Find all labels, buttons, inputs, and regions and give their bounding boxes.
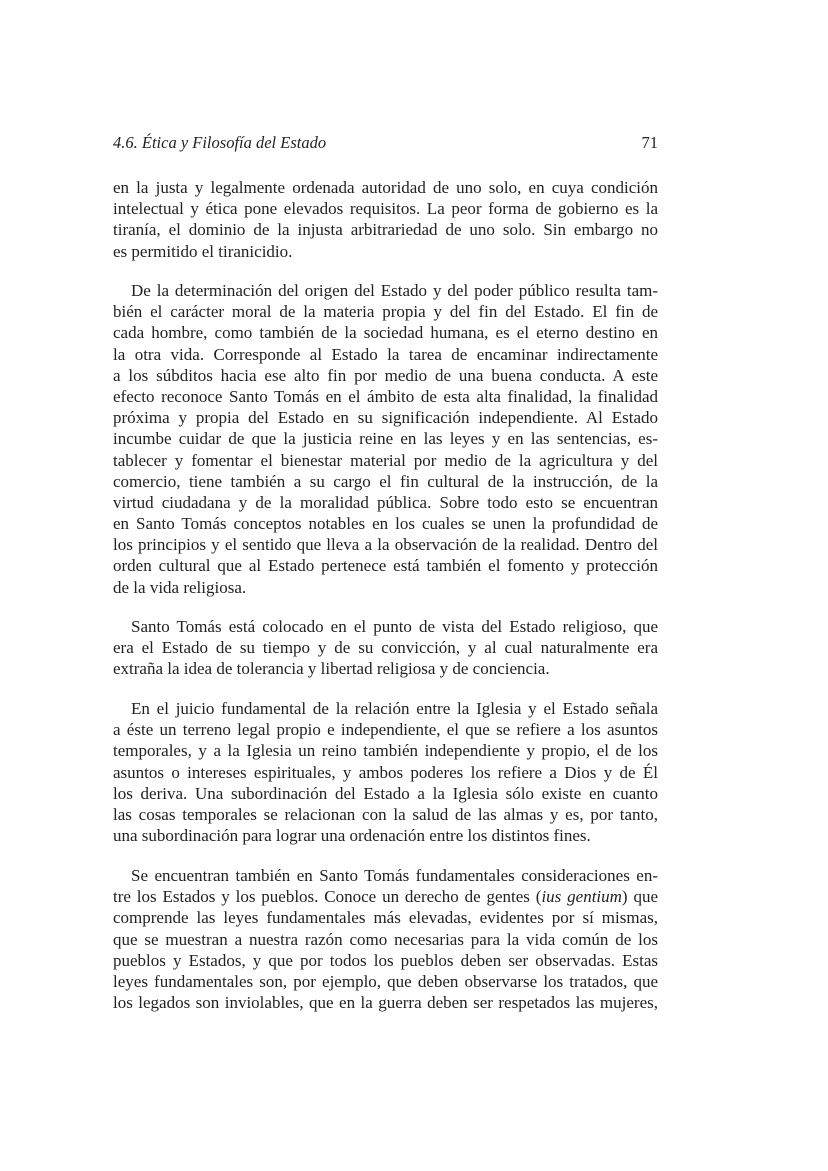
paragraph bbox=[113, 616, 658, 680]
text-line: Santo Tomás está colocado en el punto de vista del Estado religioso, que bbox=[131, 617, 658, 636]
text-line: virtud ciudadana y de la moralidad pública. Sobre todo esto se encuentran bbox=[113, 492, 658, 512]
text-line: los legados son inviolables, que en la guerra deben ser respetados las mujeres, bbox=[113, 993, 658, 1013]
text-line: incumbe cuidar de que la justicia reine en las leyes y en las sentencias, es- bbox=[113, 429, 658, 449]
latin-term: ius gentium bbox=[541, 887, 622, 907]
text-line: temporales, y a la Iglesia un reino también independiente y propio, el de los bbox=[113, 741, 658, 761]
text-line: bién el carácter moral de la materia propia y del fin del Estado. El fin de bbox=[113, 302, 658, 322]
text-line: de la vida religiosa. bbox=[113, 577, 247, 597]
paragraph bbox=[113, 698, 658, 846]
paragraph bbox=[113, 280, 658, 598]
text-line: que se muestran a nuestra razón como necesarias para la vida común de los bbox=[113, 929, 658, 949]
text-line: asuntos o intereses espirituales, y ambos poderes los refiere a Dios y de Él bbox=[113, 762, 658, 782]
text-line: en la justa y legalmente ordenada autoridad de uno solo, en cuya condición bbox=[113, 178, 658, 197]
running-header bbox=[113, 133, 658, 155]
text-line: a los súbditos hacia ese alto fin por medio de una buena conducta. A este bbox=[113, 365, 658, 385]
text-line: comprende las leyes fundamentales más elevadas, evidentes por sí mismas, bbox=[113, 908, 658, 928]
text-line: efecto reconoce Santo Tomás en el ámbito de esta alta finalidad, la finalidad bbox=[113, 386, 658, 406]
text-line: cada hombre, como también de la sociedad humana, es el eterno destino en bbox=[113, 323, 658, 343]
text-line: extraña la idea de tolerancia y libertad religiosa y de conciencia. bbox=[113, 659, 550, 679]
text-line: En el juicio fundamental de la relación entre la Iglesia y el Estado señala bbox=[131, 699, 658, 718]
paragraph bbox=[113, 177, 658, 262]
text-line: intelectual y ética pone elevados requisitos. La peor forma de gobierno es la bbox=[113, 199, 658, 219]
paragraph bbox=[113, 865, 658, 1013]
text-line: tablecer y fomentar el bienestar material por medio de la agricultura y del bbox=[113, 450, 658, 470]
text-line: es permitido el tiranicidio. bbox=[113, 241, 293, 261]
text-line: leyes fundamentales son, por ejemplo, que deben observarse los tratados, que bbox=[113, 971, 658, 991]
text-line: tiranía, el dominio de la injusta arbitrariedad de uno solo. Sin embargo no bbox=[113, 220, 658, 240]
section-title: 4.6. Ética y Filosofía del Estado bbox=[113, 133, 327, 152]
text-line: a éste un terreno legal propio e independiente, el que se refiere a los asuntos bbox=[113, 720, 658, 740]
text-line: próxima y propia del Estado en su significación independiente. Al Estado bbox=[113, 408, 658, 428]
page-number: 71 bbox=[641, 133, 658, 152]
text-line: comercio, tiene también a su cargo el fin cultural de la instrucción, de la bbox=[113, 471, 658, 491]
text-line: Se encuentran también en Santo Tomás fundamentales consideraciones en- bbox=[131, 866, 658, 885]
text-line: pueblos y Estados, y que por todos los pueblos deben ser observadas. Estas bbox=[113, 950, 658, 970]
text-line: en Santo Tomás conceptos notables en los cuales se unen la profundidad de bbox=[113, 514, 658, 534]
text-line: era el Estado de su tiempo y de su convicción, y al cual naturalmente era bbox=[113, 638, 658, 658]
text-line: De la determinación del origen del Estado y del poder público resulta tam- bbox=[131, 281, 658, 300]
text-line: los principios y el sentido que lleva a la observación de la realidad. Dentro del bbox=[113, 535, 658, 555]
text-line: tre los Estados y los pueblos. Conoce un derecho de gentes (ius gentium) que bbox=[113, 887, 658, 907]
text-line: orden cultural que al Estado pertenece está también el fomento y protección bbox=[113, 556, 658, 576]
text-line: la otra vida. Corresponde al Estado la tarea de encaminar indirectamente bbox=[113, 344, 658, 364]
text-line: una subordinación para lograr una ordenación entre los distintos fines. bbox=[113, 826, 591, 846]
text-line: las cosas temporales se relacionan con la salud de las almas y es, por tanto, bbox=[113, 804, 658, 824]
text-line: los deriva. Una subordinación del Estado a la Iglesia sólo existe en cuanto bbox=[113, 783, 658, 803]
